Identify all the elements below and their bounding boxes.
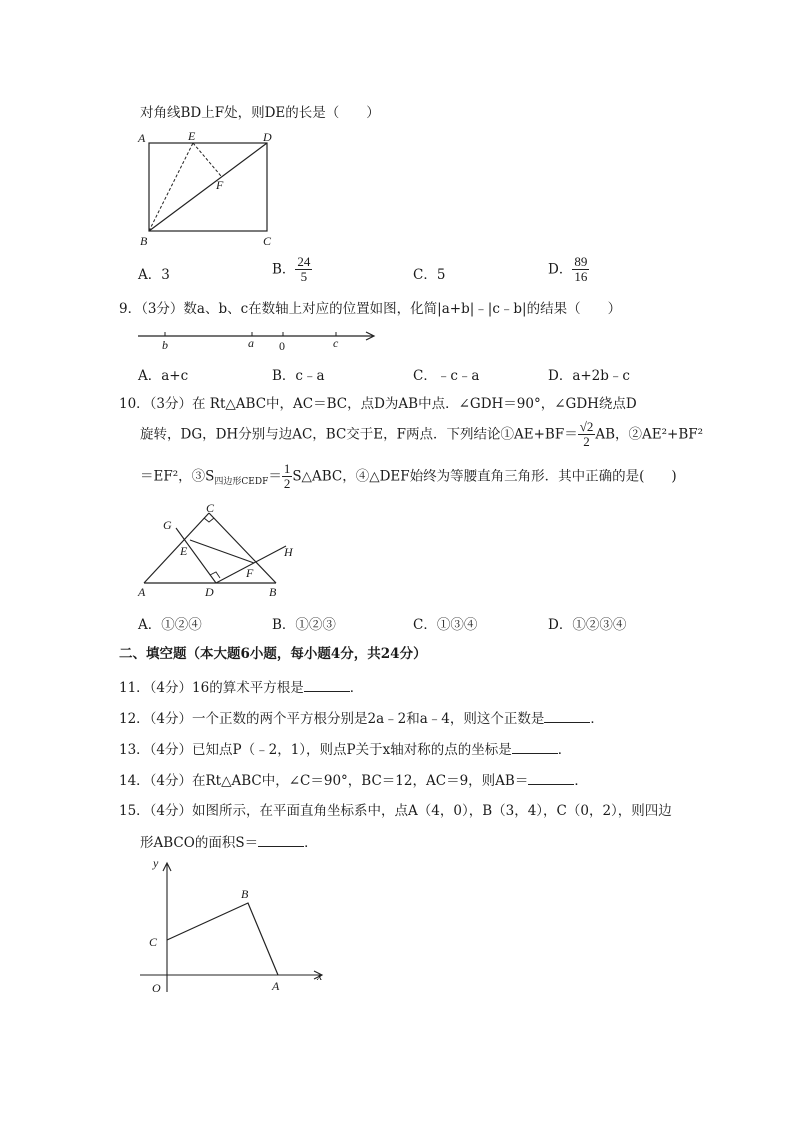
q8-label-A: A	[138, 131, 146, 145]
q8-stem-continuation: 对角线BD上F处，则DE的长是（ ）	[140, 105, 380, 121]
q10-label-H: H	[284, 545, 293, 559]
q13-answer-blank	[512, 741, 558, 754]
q11-stem: 11．（4分）16的算术平方根是 ．	[119, 680, 364, 696]
q8-label-E: E	[188, 129, 196, 143]
q9-option-a: A．a+c	[138, 368, 189, 384]
q15-line1: 15．（4分）如图所示，在平面直角坐标系中，点A（4，0），B（3，4），C（0，2），则四边	[119, 803, 672, 819]
q13-stem: 13．（4分）已知点P（﹣2，1），则点P关于x轴对称的点的坐标是 ．	[119, 742, 572, 758]
q12-stem: 12．（4分）一个正数的两个平方根分别是2a﹣2和a﹣4，则这个正数是 ．	[119, 711, 604, 727]
q12-answer-blank	[544, 710, 590, 723]
q8-label-D: D	[263, 130, 272, 144]
q10-line3: ＝EF²，$③S_{四边形CEDF}=$ $\frac{1}{2}$ S△ABC，④△DEF始终为等腰直角三角形．其中正确的是( )	[140, 461, 677, 492]
q9-option-b: B．c﹣a	[272, 368, 325, 384]
q9-option-d: D．a+2b﹣c	[548, 368, 630, 384]
q8-option-c: C．5	[413, 267, 446, 283]
q10-label-F: F	[246, 566, 254, 580]
q14-answer-blank	[528, 772, 574, 785]
q15-label-A: A	[272, 979, 280, 993]
q15-label-B: B	[241, 887, 249, 901]
q10-triangle-figure	[130, 500, 310, 600]
q15-coordinate-figure	[135, 852, 335, 1002]
q8-option-b: B． $\frac{24}{5}$	[272, 254, 311, 285]
q9-label-zero: 0	[279, 339, 285, 352]
q9-stem: 9．（3分）数a、b、c在数轴上对应的位置如图，化简|a+b|﹣|c﹣b|的结果（ ）	[119, 301, 622, 317]
q8-rectangle-figure	[130, 125, 290, 250]
q8-label-B: B	[140, 234, 148, 248]
q10-option-d: D．①②③④	[548, 617, 627, 633]
q10-line1: 10．（3分）在 Rt△ABC中，AC＝BC，点D为AB中点．∠GDH＝90°，∠GDH绕点D	[119, 396, 637, 412]
q15-label-x: x	[317, 969, 323, 983]
q8-option-d: D． $\frac{89}{16}$	[548, 254, 588, 285]
q10-option-b: B．①②③	[272, 617, 336, 633]
q15-label-C: C	[149, 935, 158, 949]
q15-label-O: O	[152, 981, 161, 995]
q15-line2: 形ABCO的面积S＝ ．	[140, 835, 318, 851]
q9-option-c: C．﹣c﹣a	[413, 368, 480, 384]
q9-number-line	[135, 326, 385, 352]
q8-option-a: A．3	[138, 267, 170, 283]
section-fill-in-heading: 二、填空题（本大题6小题，每小题4分，共24分）	[119, 646, 427, 662]
q9-label-c: c	[333, 336, 339, 350]
q10-label-D: D	[205, 585, 214, 599]
q8-label-F: F	[216, 178, 224, 192]
q10-label-A: A	[138, 585, 146, 599]
q10-line2: 旋转，DG，DH分别与边AC，BC交于E，F两点．下列结论①AE+BF＝ $\frac{√2}{2}$ AB，②AE²+BF²	[140, 419, 704, 450]
q10-option-c: C．①③④	[413, 617, 478, 633]
q10-label-C: C	[206, 501, 215, 515]
q8-label-C: C	[263, 234, 272, 248]
q15-answer-blank	[258, 834, 304, 847]
q9-label-a: a	[248, 336, 254, 350]
q11-answer-blank	[304, 679, 350, 692]
q10-label-E: E	[180, 544, 188, 558]
q15-label-y: y	[153, 856, 159, 870]
q10-label-G: G	[163, 518, 172, 532]
q14-stem: 14．（4分）在Rt△ABC中，∠C＝90°，BC＝12，AC＝9，则AB＝ ．	[119, 773, 588, 789]
q10-label-B: B	[269, 585, 277, 599]
q10-option-a: A．①②④	[138, 617, 202, 633]
q9-label-b: b	[162, 338, 168, 352]
